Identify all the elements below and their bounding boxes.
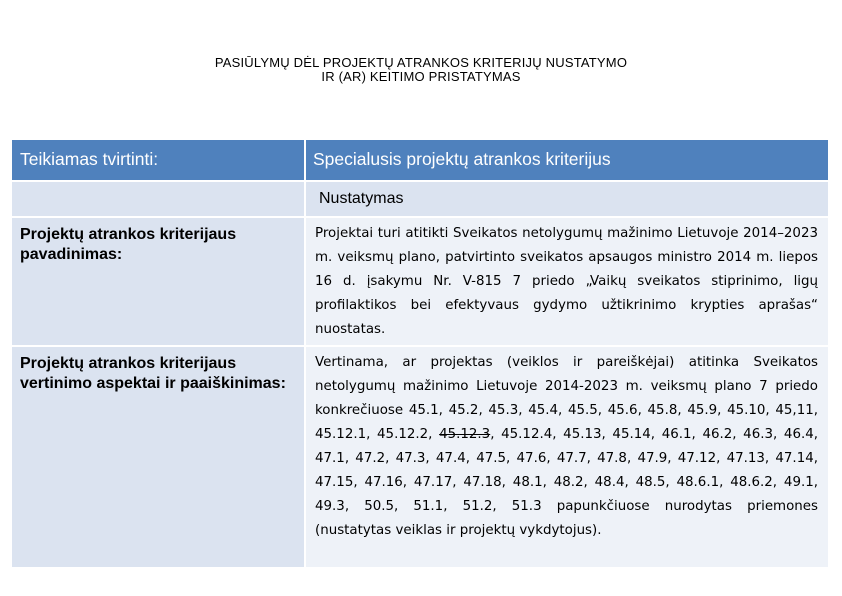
row-label: Projektų atrankos kriterijaus pavadinimas:	[20, 226, 237, 263]
header-cell-right	[306, 140, 828, 180]
row-value-text-start: Vertinama, ar projektas (veiklos ir pareiškėjai) atitinka Sveikatos netolygumų mažinimo Lietuvoje 2014-2023 m. veiksmų plano 7 priedo konkrečiuose 45.1, 45.2, 45.3, 45.4, 45.5, 45.6, 45.8, 45.9, 45.10, 45,11, 45.12.1, 45.12.2,	[315, 355, 818, 442]
header-cell-left	[12, 140, 304, 180]
row-value-text-end: , 45.12.4, 45.13, 45.14, 46.1, 46.2, 46.3, 46.4, 47.1, 47.2, 47.3, 47.4, 47.5, 47.6, 47.7, 47.8, 47.9, 47.12, 47.13, 47.14, 47.15, 47.16, 47.17, 47.18, 48.1, 48.2, 48.4, 48.5, 48.6.1, 48.6.2, 49.1, 49.3, 50.5, 51.1, 51.2, 51.3 papunkčiuose nurodytas priemones (nustatytas veiklas ir projektų vykdytojus).	[315, 427, 818, 538]
row-label-cell	[12, 347, 304, 567]
header-left-text: Teikiamas tvirtinti:	[20, 149, 159, 169]
title-line-2: IR (AR) KEITIMO PRISTATYMAS	[321, 69, 521, 84]
row-label: Projektų atrankos kriterijaus vertinimo aspektai ir paaiškinimas:	[20, 355, 286, 392]
criteria-table	[10, 138, 830, 569]
title-line-1: PASIŪLYMŲ DĖL PROJEKTŲ ATRANKOS KRITERIJŲ NUSTATYMO	[214, 55, 628, 70]
table-row	[12, 347, 828, 567]
row-value	[306, 347, 828, 546]
row-value: Projektai turi atitikti Sveikatos netolygumų mažinimo Lietuvoje 2014–2023 m. veiksmų plano, patvirtinto sveikatos apsaugos ministro 2014 m. liepos 16 d. įsakymu Nr. V-815 7 priedo „Vaikų sveikatos stiprinimo, ligų profilaktikos bei efektyvaus gydymo užtikrinimo krypties aprašas“ nuostatas.	[315, 226, 818, 337]
subheader-cell-right	[306, 182, 828, 216]
document-title	[0, 56, 842, 84]
subheader-cell-left	[12, 182, 304, 216]
subheader-row	[12, 182, 828, 216]
struck-through-item: 45.12.3	[439, 427, 491, 442]
header-right-text: Specialusis projektų atrankos kriterijus	[313, 149, 611, 169]
row-value-cell	[306, 347, 828, 567]
row-label-cell	[12, 218, 304, 345]
table-row	[12, 218, 828, 345]
header-row	[12, 140, 828, 180]
row-value-cell	[306, 218, 828, 345]
subheader-text: Nustatymas	[319, 190, 404, 207]
